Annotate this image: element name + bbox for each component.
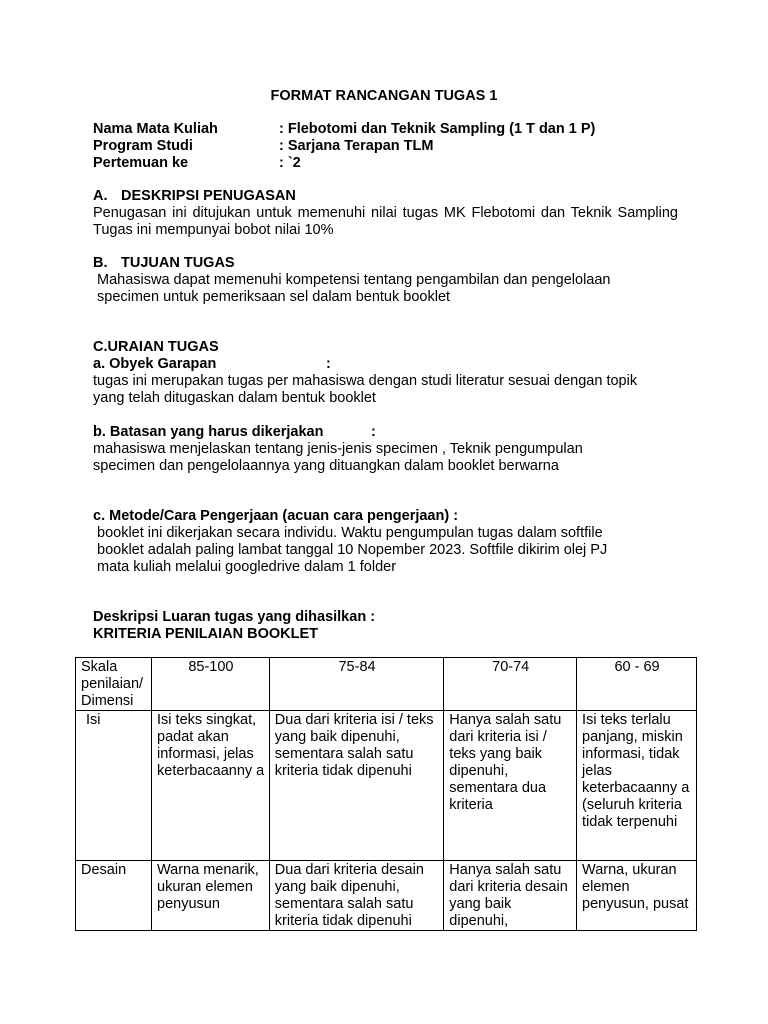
meta-label: Program Studi [93,138,193,154]
table-cell: Hanya salah satu dari kriteria desain yang baik dipenuhi, [444,861,577,931]
kriteria-title: KRITERIA PENILAIAN BOOKLET [93,626,319,642]
batasan-line: specimen dan pengelolaannya yang dituangkan dalam booklet berwarna [93,458,559,474]
table-row [76,861,697,931]
meta-label: Nama Mata Kuliah [93,121,218,137]
batasan-label: b. Batasan yang harus dikerjakan : [93,424,376,440]
table-cell: Warna menarik, ukuran elemen penyusun [152,861,270,931]
batasan-line: mahasiswa menjelaskan tentang jenis-jenis specimen , Teknik pengumpulan [93,441,583,457]
section-b-line: specimen untuk pemeriksaan sel dalam bentuk booklet [97,289,451,305]
section-a [93,188,678,239]
document-title: FORMAT RANCANGAN TUGAS 1 [270,88,498,104]
table-header-row [76,658,697,711]
section-b-line: Mahasiswa dapat memenuhi kompetensi tentang pengambilan dan pengelolaan [97,272,611,288]
meta-row-course [93,121,595,138]
metode-line: booklet ini dikerjakan secara individu. Waktu pengumpulan tugas dalam softfile [97,525,603,541]
table-cell: Hanya salah satu dari kriteria isi / teks yang baik dipenuhi, sementara dua kriteria [444,711,577,861]
meta-value: : `2 [279,155,301,171]
meta-value: : Flebotomi dan Teknik Sampling (1 T dan 1 P) [279,121,596,137]
header-cell: 85-100 [152,658,270,711]
section-c-heading: C.URAIAN TUGAS [93,339,219,355]
section-b-heading: B. TUJUAN TUGAS [93,255,235,271]
section-b [93,255,678,306]
kriteria-table [75,657,697,931]
table-row [76,711,697,861]
metode-block [93,508,678,576]
obyek-garapan-line: tugas ini merupakan tugas per mahasiswa dengan studi literatur sesuai dengan topik [93,373,638,389]
table-cell: Isi teks singkat, padat akan informasi, jelas keterbacaanny a [152,711,270,861]
obyek-garapan-label: a. Obyek Garapan : [93,356,331,372]
course-meta [93,121,595,172]
dimension-cell: Desain [76,861,152,931]
luaran-block [93,609,678,643]
section-a-heading: A. DESKRIPSI PENUGASAN [93,188,296,204]
header-cell: 70-74 [444,658,577,711]
dimension-cell: Isi [76,711,152,861]
section-a-body: Penugasan ini ditujukan untuk memenuhi nilai tugas MK Flebotomi dan Teknik Sampling Tugas ini mempunyai bobot nilai 10% [93,205,678,238]
header-cell: 60 - 69 [577,658,697,711]
metode-label: c. Metode/Cara Pengerjaan (acuan cara pengerjaan) : [93,508,459,524]
section-c [93,339,678,407]
table-cell: Isi teks terlalu panjang, miskin informasi, tidak jelas keterbacaanny a (seluruh kriteria tidak terpenuhi [577,711,697,861]
metode-line: booklet adalah paling lambat tanggal 10 Nopember 2023. Softfile dikirim olej PJ [97,542,608,558]
table-cell: Dua dari kriteria isi / teks yang baik dipenuhi, sementara salah satu kriteria tidak dipenuhi [269,711,444,861]
header-cell: 75-84 [269,658,444,711]
table-cell: Warna, ukuran elemen penyusun, pusat [577,861,697,931]
meta-value: : Sarjana Terapan TLM [279,138,434,154]
batasan-block [93,424,678,475]
header-cell: Skala penilaian/ Dimensi [76,658,152,711]
meta-row-program [93,138,595,155]
meta-row-meeting [93,155,595,172]
luaran-title: Deskripsi Luaran tugas yang dihasilkan : [93,609,376,625]
metode-line: mata kuliah melalui googledrive dalam 1 folder [97,559,397,575]
meta-label: Pertemuan ke [93,155,189,171]
table-cell: Dua dari kriteria desain yang baik dipenuhi, sementara salah satu kriteria tidak dipenuhi [269,861,444,931]
obyek-garapan-line: yang telah ditugaskan dalam bentuk booklet [93,390,376,406]
